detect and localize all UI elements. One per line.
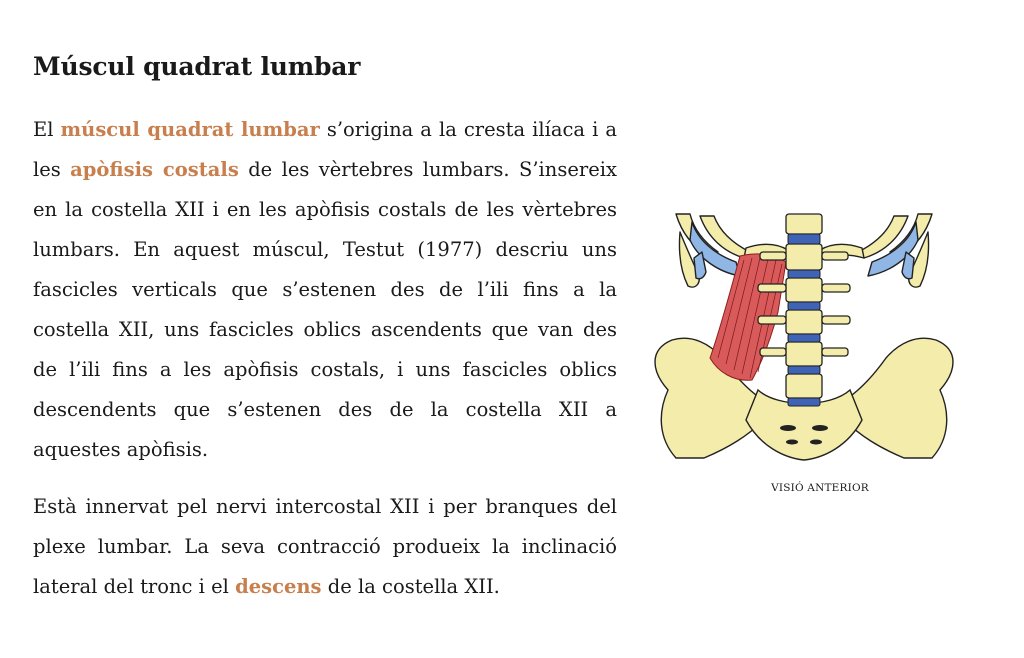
anatomy-illustration	[648, 212, 960, 464]
paragraph-text: de les vèrtebres lumbars. S’insereix en la costella XII i en les apòfisis costals de les vèrtebres lumbars. En aquest múscul, Testut (1977) descriu uns fascicles verticals que s’estenen des de l’ili fins a la costella XII, uns fascicles oblics ascendents que van des de l’ili fins a les apòfisis costals, i uns fascicles oblics descendents que s’estenen des de la costella XII a aquestes apòfisis.	[33, 158, 617, 461]
lumbar-spine-pelvis-drawing	[648, 212, 960, 464]
paragraph-text: s’origina a la cresta ilíaca i a les	[33, 118, 617, 181]
figure-caption: VISIÓ ANTERIOR	[771, 482, 869, 494]
paragraph-text: El	[33, 118, 61, 141]
link-costal-processes[interactable]: apòfisis costals	[70, 158, 239, 181]
paragraph-text: Està innervat pel nervi intercostal XII i per branques del plexe lumbar. La seva contracció produeix la inclinació lateral del tronc i el	[33, 495, 617, 598]
text-column	[33, 110, 617, 607]
paragraph-origin	[33, 110, 617, 470]
link-descent[interactable]: descens	[235, 575, 322, 598]
paragraph-innervation	[33, 487, 617, 607]
paragraph-text: de la costella XII.	[321, 575, 500, 598]
page-title: Múscul quadrat lumbar	[33, 52, 361, 81]
link-quadratus-lumborum[interactable]: múscul quadrat lumbar	[60, 118, 320, 141]
